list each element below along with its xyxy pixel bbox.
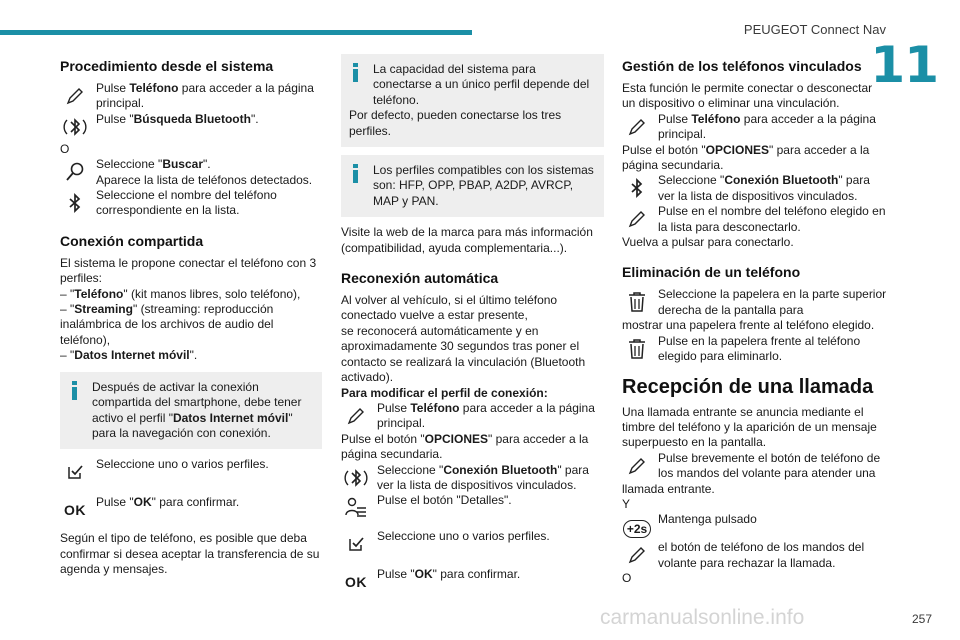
column-1 [60,58,322,578]
text: – " [60,302,75,317]
text: " para acceder a la página secundaria. [622,142,870,173]
text: Seleccione uno o varios perfiles. [377,529,550,544]
page-number: 257 [911,612,932,626]
trash-note: mostrar una papelera frente al teléfono elegido. [622,318,875,333]
text-bold: OPCIONES [705,142,770,157]
reconnect-p1: Al volver al vehículo, si el último teléfono conectado vuelve a estar presente, [341,293,558,323]
profile-item-phone [60,287,322,302]
bluetooth-search-icon [343,465,369,491]
text-bold: OK [133,495,152,510]
text: Después de activar la conexión compartida del smartphone, debe tener activo el perfil " [92,379,302,425]
ok-icon: OK [345,573,367,590]
text: Pulse " [96,495,134,510]
step-bluetooth-connection [622,173,888,204]
timer-badge: +2s [623,520,651,538]
text: Seleccione " [377,462,444,477]
text: " para ver la lista de dispositivos vinculados. [377,462,589,492]
section-title-auto-reconnect: Reconexión automática [341,270,499,287]
pencil-icon [624,542,650,568]
step-press-phone [60,81,322,112]
step-select-profiles [341,529,604,561]
text: " para ver la lista de dispositivos vinculados. [658,173,870,203]
info-icon [351,164,360,184]
column-2 [341,54,604,599]
info-text: Los perfiles compatibles con los sistemas son: HFP, OPP, PBAP, A2DP, AVRCP, MAP y PAN. [373,163,594,208]
reconnect-p2: se reconocerá automáticamente y en aproximadamente 30 segundos tras poner el contacto se realizará la vinculación (Bluetooth activado). [341,323,586,385]
trash-icon [624,289,650,315]
text: Pulse en el nombre del teléfono elegido en la lista para desconectarlo. [658,204,886,234]
text: ". [250,111,259,126]
text: " para confirmar. [151,495,240,510]
text: Pulse el botón " [341,431,425,446]
text: Seleccione uno o varios perfiles. [96,457,269,472]
step-bluetooth-search [60,112,322,142]
section-title-procedure: Procedimiento desde el sistema [60,58,274,74]
step-select-phone [60,188,322,219]
text: Mantenga pulsado [658,512,757,527]
step-answer-call [622,451,888,482]
text: Seleccione " [96,157,163,172]
text: ". [189,348,198,363]
text: para acceder a la página principal. [658,111,876,142]
website-note: Visite la web de la marca para más información (compatibilidad, ayuda complementaria...). [341,225,593,255]
column-3 [622,58,888,587]
text: ". [203,157,211,172]
info-text [68,380,314,442]
step-press-phone [622,112,888,143]
step-bluetooth-connection [341,463,604,494]
text: para acceder a la página principal. [96,81,314,111]
step-confirm-ok [341,567,604,599]
bluetooth-icon [624,175,650,201]
or-text: O [60,141,70,156]
text: – " [60,348,75,363]
text: Seleccione la papelera en la parte superior derecha de la pantalla para [658,287,887,317]
bluetooth-icon [62,190,88,216]
or-text: O [622,571,632,586]
pencil-icon [62,83,88,109]
info-box-profiles [341,155,604,217]
text: Pulse brevemente el botón de teléfono de los mandos del volante para atender una [658,450,881,481]
text: Pulse en la papelera frente al teléfono elegido para eliminarlo. [658,333,861,364]
step-select-profiles [60,457,322,489]
text-bold: OPCIONES [424,431,489,446]
pencil-icon [624,453,650,479]
info-text: La capacidad del sistema para conectarse a un único perfil depende del teléfono. [373,62,590,107]
info-box-shared [60,372,322,450]
text-bold: Teléfono [129,81,179,95]
text-bold: OK [414,567,433,582]
text-bold: Conexión Bluetooth [724,173,839,188]
step-search [60,157,322,188]
info-icon [70,381,79,401]
section-title-receive-call: Recepción de una llamada [622,375,874,398]
pencil-icon [343,403,369,429]
text-bold: Datos Internet móvil [74,348,190,363]
step-disconnect [622,204,888,235]
text-bold: Datos Internet móvil [172,410,289,425]
text: Pulse " [96,111,134,126]
checkbox-icon [62,459,88,485]
text-bold: Teléfono [410,400,460,415]
ok-icon: OK [64,501,86,518]
text-bold: Búsqueda Bluetooth [133,111,251,126]
text: " para acceder a la página secundaria. [341,431,589,462]
step-select-trash [622,287,888,318]
text-bold: Para modificar el perfil de conexión: [341,385,548,400]
step-confirm-ok [60,495,322,527]
text: el botón de teléfono de los mandos del volante para rechazar la llamada. [658,540,865,570]
shared-intro: El sistema le propone conectar el teléfono con 3 perfiles: [60,255,317,286]
text: Pulse [96,81,130,95]
trash-icon [624,336,650,362]
modify-profile-heading [341,386,604,401]
text: " para confirmar. [432,567,521,582]
text: – " [60,286,75,301]
bluetooth-search-icon [62,114,88,140]
header-accent-bar [0,30,472,35]
step-hold [622,512,888,540]
section-title-paired-phones: Gestión de los teléfonos vinculados [622,58,862,74]
text: Seleccione el nombre del teléfono correspondiente en la lista. [96,188,277,218]
checkbox-icon [343,531,369,557]
text-bold: Streaming [74,302,133,317]
pencil-icon [624,206,650,232]
text: para acceder a la página principal. [377,400,595,431]
text: Pulse [658,111,692,126]
profile-item-data [60,348,322,363]
options-note [622,143,888,174]
paired-intro: Esta función le permite conectar o desconectar un dispositivo o eliminar una vinculación. [622,81,873,111]
text: " (kit manos libres, solo teléfono), [123,286,301,301]
details-icon [343,495,369,521]
answer-note: llamada entrante. [622,481,715,496]
step-details [341,493,604,523]
text-bold: Conexión Bluetooth [443,462,558,477]
profile-item-streaming [60,302,322,348]
call-intro: Una llamada entrante se anuncia mediante el timbre del teléfono y la aparición de un mensaje superpuesto en la pantalla. [622,404,877,450]
chapter-number: 11 [870,36,938,94]
text: Pulse [377,400,411,415]
text: Aparece la lista de teléfonos detectados. [96,172,313,187]
step-reject-call [622,540,888,571]
timer-2s-icon [624,516,650,542]
text-bold: Teléfono [74,286,124,301]
section-title-shared-connection: Conexión compartida [60,232,204,249]
watermark: carmanualsonline.info [600,606,805,629]
pencil-icon [624,114,650,140]
header-title: PEUGEOT Connect Nav [743,22,886,37]
text: Pulse " [377,567,415,582]
text: " (streaming: reproducción inalámbrica de los archivos de audio del teléfono), [60,302,274,347]
text-bold: Teléfono [691,111,741,126]
and-text: Y [622,496,631,511]
reconnect-note: Vuelva a pulsar para conectarlo. [622,235,794,250]
info-box-capacity [341,54,604,147]
step-press-phone [341,401,604,432]
text: Pulse el botón " [622,142,706,157]
text-bold: Buscar [162,157,203,172]
text: Seleccione " [658,173,725,188]
step-press-trash [622,334,888,365]
text: Pulse el botón "Detalles". [377,493,512,508]
info-icon [351,63,360,83]
info-text-default: Por defecto, pueden conectarse los tres perfiles. [349,108,562,138]
section-title-delete-phone: Eliminación de un teléfono [622,264,801,281]
search-icon [62,159,88,185]
text: " para la navegación con conexión. [92,410,293,440]
transfer-note: Según el tipo de teléfono, es posible que deba confirmar si desea aceptar la transferencia de su agenda y mensajes. [60,531,320,577]
options-note [341,432,604,463]
